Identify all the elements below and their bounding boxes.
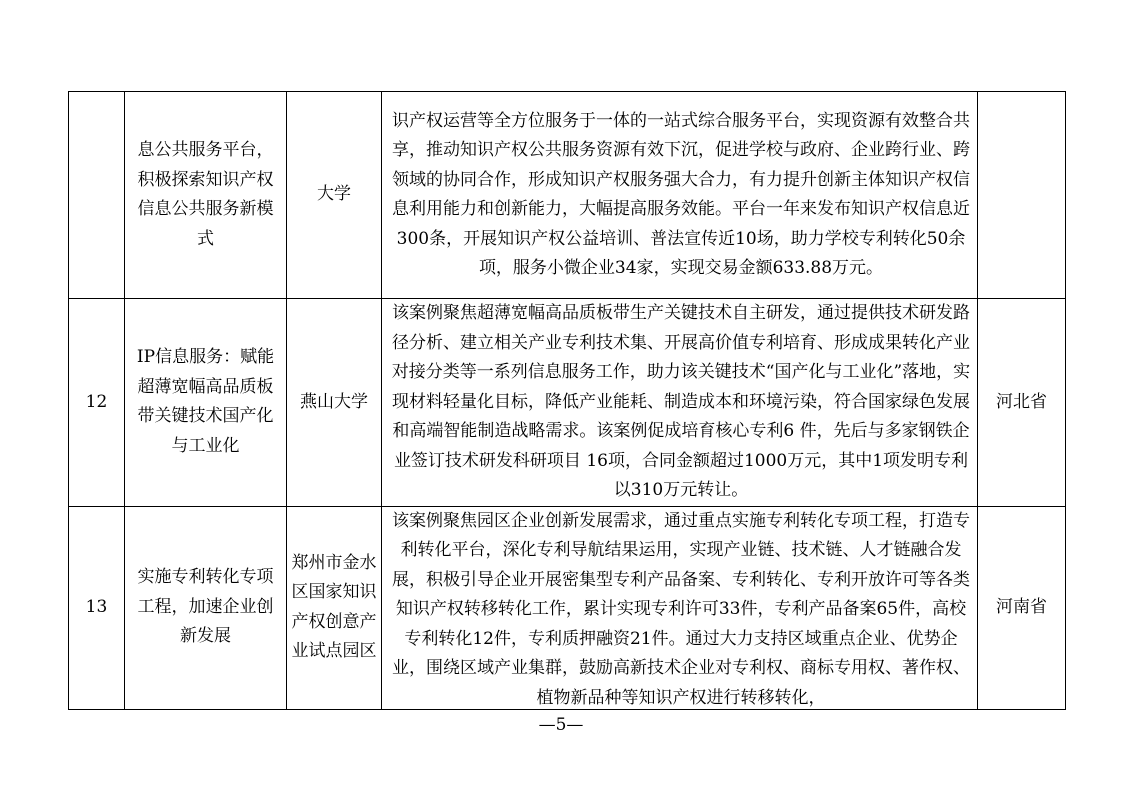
case-province: 河北省 — [978, 299, 1066, 507]
case-unit: 郑州市金水区国家知识产权创意产业试点园区 — [287, 506, 382, 709]
case-province: 河南省 — [978, 506, 1066, 709]
table-row — [69, 506, 1066, 709]
table-row — [69, 299, 1066, 507]
table-row — [69, 92, 1066, 299]
case-description-text: 该案例聚焦园区企业创新发展需求，通过重点实施专利转化专项工程，打造专利转化平台，深化专利导航结果运用，实现产业链、技术链、人才链融合发展，积极引导企业开展密集型专利产品备案、专利转化、专利开放许可等各类知识产权转移转化工作，累计实现专利许可33件，专利产品备案65件，高校专利转化12件，专利质押融资21件。通过大力支持区域重点企业、优势企业，围绕区域产业集群，鼓励高新技术企业对专利权、商标专用权、著作权、植物新品种等知识产权进行转移转化， — [392, 510, 970, 708]
case-description: 识产权运营等全方位服务于一体的一站式综合服务平台，实现资源有效整合共享，推动知识产权公共服务资源有效下沉，促进学校与政府、企业跨行业、跨领域的协同合作，形成知识产权服务强大合力，有力提升创新主体知识产权信息利用能力和创新能力，大幅提高服务效能。平台一年来发布知识产权信息近300条，开展知识产权公益培训、普法宣传近10场，助力学校专利转化50余项，服务小微企业34家，实现交易金额633.88万元。 — [382, 92, 978, 299]
row-number: 12 — [69, 299, 125, 507]
case-name: 实施专利转化专项工程，加速企业创新发展 — [125, 506, 287, 709]
row-number — [69, 92, 125, 299]
case-province — [978, 92, 1066, 299]
case-unit: 大学 — [287, 92, 382, 299]
case-description — [382, 506, 978, 709]
row-number: 13 — [69, 506, 125, 709]
case-name: 息公共服务平台，积极探索知识产权信息公共服务新模式 — [125, 92, 287, 299]
case-name: IP信息服务：赋能超薄宽幅高品质板带关键技术国产化与工业化 — [125, 299, 287, 507]
page-number: —5— — [538, 715, 584, 735]
case-table — [68, 91, 1066, 710]
case-unit: 燕山大学 — [287, 299, 382, 507]
case-description: 该案例聚焦超薄宽幅高品质板带生产关键技术自主研发，通过提供技术研发路径分析、建立相关产业专利技术集、开展高价值专利培育、形成成果转化产业对接分类等一系列信息服务工作，助力该关键技术“国产化与工业化”落地，实现材料轻量化目标，降低产业能耗、制造成本和环境污染，符合国家绿色发展和高端智能制造战略需求。该案例促成培育核心专利6 件，先后与多家钢铁企业签订技术研发科研项目 16项，合同金额超过1000万元，其中1项发明专利以310万元转让。 — [382, 299, 978, 507]
